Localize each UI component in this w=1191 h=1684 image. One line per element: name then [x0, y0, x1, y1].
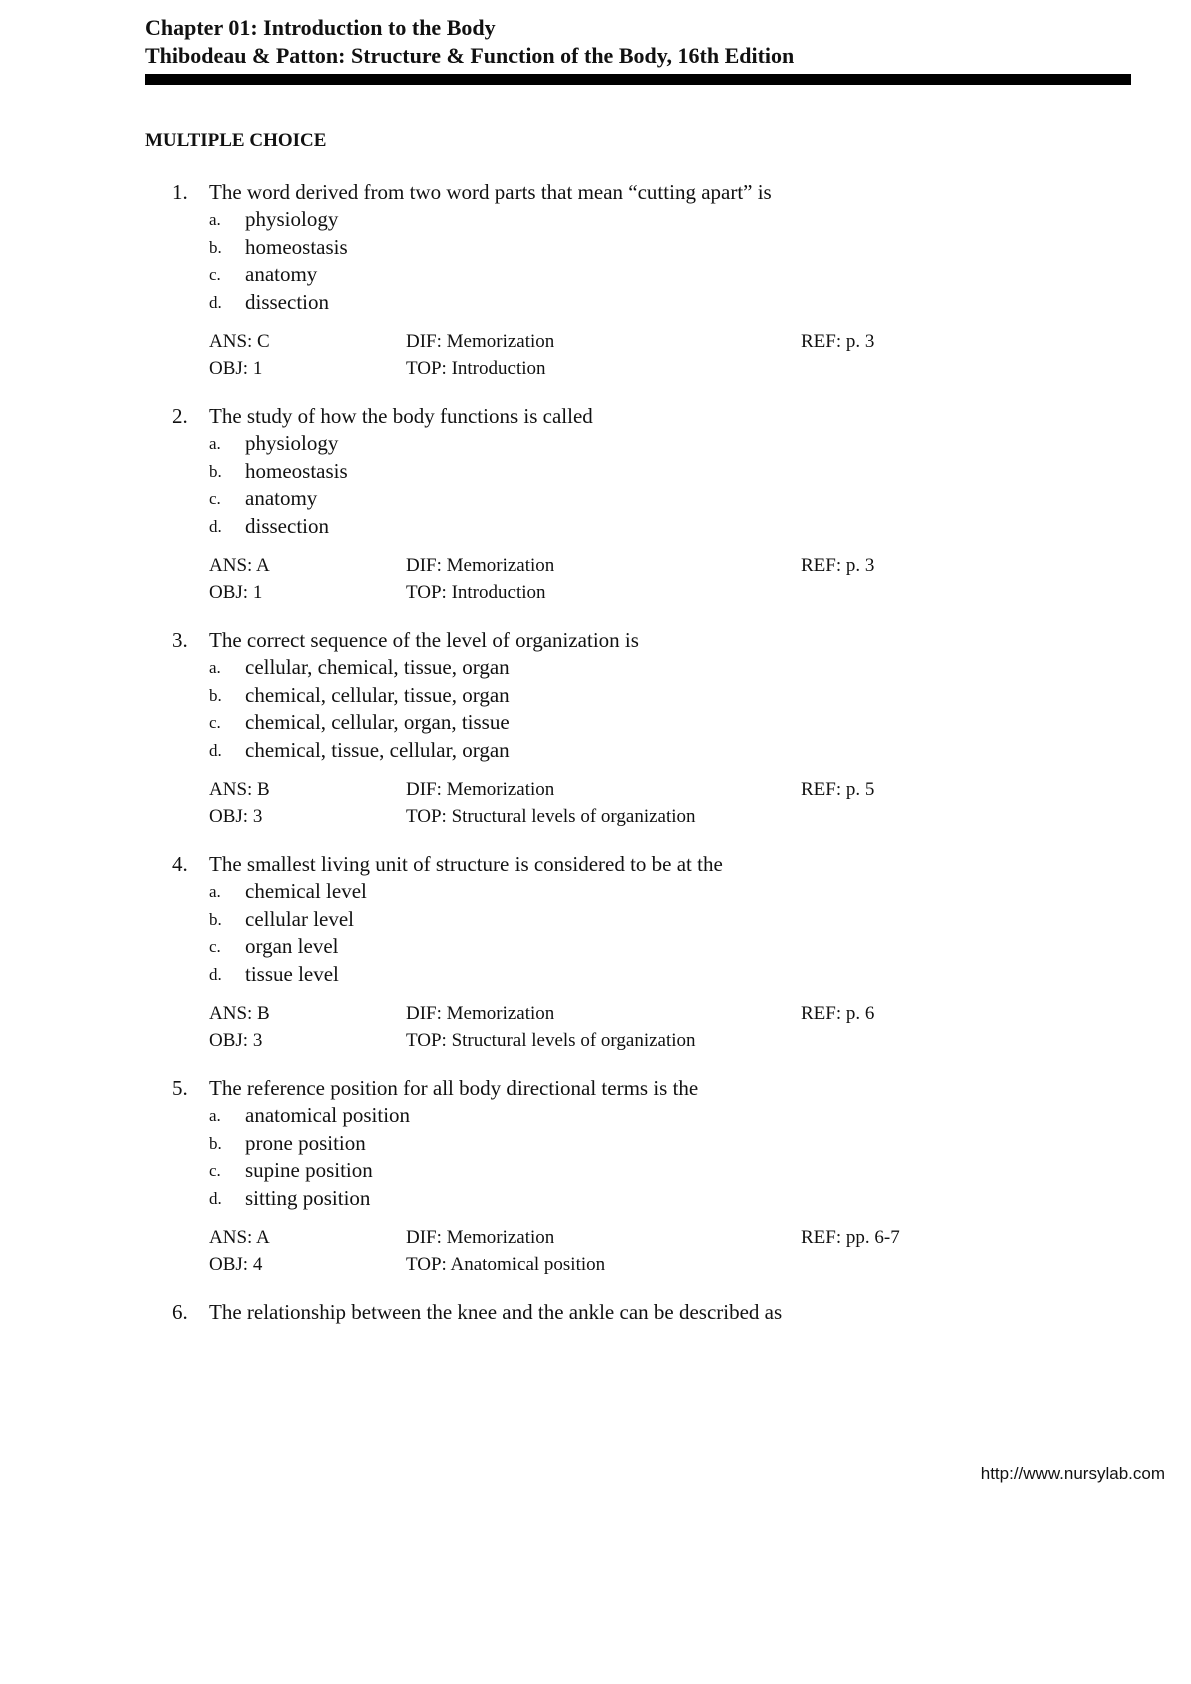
choice-list — [0, 206, 1191, 316]
difficulty: DIF: Memorization — [406, 555, 555, 576]
choice-letter: a. — [209, 210, 221, 229]
choice — [0, 1102, 1191, 1130]
choice — [0, 261, 1191, 289]
choice-text: anatomical position — [245, 1103, 411, 1127]
choice-letter: d. — [209, 516, 222, 536]
answer-key: ANS: B — [209, 779, 270, 800]
topic: TOP: Anatomical position — [406, 1254, 606, 1275]
page-header — [145, 14, 1130, 70]
question — [0, 1298, 1191, 1326]
answer-key: ANS: A — [209, 555, 270, 576]
metadata-row — [0, 776, 1191, 803]
choice-text: cellular level — [245, 906, 355, 931]
question-stem-row — [0, 850, 1191, 878]
choice-letter: b. — [209, 237, 222, 257]
page-reference: REF: p. 3 — [801, 331, 875, 352]
metadata-row — [0, 355, 1191, 382]
metadata-row — [0, 1027, 1191, 1054]
choice — [0, 878, 1191, 906]
choice-list — [0, 654, 1191, 764]
question-number: 6. — [172, 1300, 188, 1324]
choice-text: chemical, cellular, tissue, organ — [245, 682, 510, 707]
question — [0, 850, 1191, 1054]
page-reference: REF: pp. 6-7 — [801, 1227, 900, 1248]
choice-text: anatomy — [245, 486, 318, 510]
choice — [0, 234, 1191, 262]
choice-text: prone position — [245, 1130, 366, 1155]
topic: TOP: Structural levels of organization — [406, 1030, 696, 1051]
choice-letter: c. — [209, 1161, 221, 1180]
choice-letter: d. — [209, 1188, 222, 1208]
objective: OBJ: 4 — [209, 1254, 263, 1275]
choice — [0, 513, 1191, 541]
choice-text: homeostasis — [245, 234, 348, 259]
choice — [0, 485, 1191, 513]
metadata-row — [0, 1251, 1191, 1278]
objective: OBJ: 1 — [209, 582, 263, 603]
choice — [0, 1157, 1191, 1185]
book-title: Thibodeau & Patton: Structure & Function of the Body, 16th Edition — [145, 43, 795, 68]
choice-text: chemical, tissue, cellular, organ — [245, 737, 510, 762]
choice-text: organ level — [245, 934, 339, 958]
choice — [0, 654, 1191, 682]
question-number: 2. — [172, 404, 188, 428]
choice-text: tissue level — [245, 961, 339, 986]
answer-metadata — [0, 328, 1191, 382]
objective: OBJ: 1 — [209, 358, 263, 379]
metadata-row — [0, 552, 1191, 579]
metadata-row — [0, 1224, 1191, 1251]
answer-metadata — [0, 1224, 1191, 1278]
question-text: The word derived from two word parts that mean “cutting apart” is — [209, 180, 772, 204]
choice — [0, 933, 1191, 961]
question-text: The study of how the body functions is called — [209, 404, 593, 428]
choice-text: cellular, chemical, tissue, organ — [245, 655, 510, 679]
choice-text: physiology — [245, 207, 339, 231]
question-stem-row — [0, 1074, 1191, 1102]
question-text: The smallest living unit of structure is considered to be at the — [209, 852, 723, 876]
question-text: The reference position for all body directional terms is the — [209, 1076, 699, 1100]
question-number: 1. — [172, 180, 188, 204]
choice-letter: c. — [209, 713, 221, 732]
choice-text: chemical, cellular, organ, tissue — [245, 710, 510, 734]
metadata-row — [0, 1000, 1191, 1027]
question-text: The correct sequence of the level of organization is — [209, 628, 639, 652]
page-reference: REF: p. 3 — [801, 555, 875, 576]
page-reference: REF: p. 6 — [801, 1003, 875, 1024]
question-list — [0, 178, 1191, 1346]
answer-metadata — [0, 1000, 1191, 1054]
metadata-row — [0, 328, 1191, 355]
choice-list — [0, 430, 1191, 540]
choice — [0, 1130, 1191, 1158]
choice-letter: b. — [209, 461, 222, 481]
question-number: 5. — [172, 1076, 188, 1100]
choice-text: anatomy — [245, 262, 318, 286]
choice-letter: b. — [209, 909, 222, 929]
choice-letter: c. — [209, 265, 221, 284]
choice — [0, 682, 1191, 710]
choice-letter: b. — [209, 1133, 222, 1153]
metadata-row — [0, 803, 1191, 830]
choice-letter: d. — [209, 964, 222, 984]
answer-key: ANS: A — [209, 1227, 270, 1248]
difficulty: DIF: Memorization — [406, 1003, 555, 1024]
question — [0, 402, 1191, 606]
question-stem-row — [0, 178, 1191, 206]
question — [0, 626, 1191, 830]
choice-letter: a. — [209, 1106, 221, 1125]
choice-list — [0, 1102, 1191, 1212]
question-number: 4. — [172, 852, 188, 876]
question-stem-row — [0, 1298, 1191, 1326]
chapter-title: Chapter 01: Introduction to the Body — [145, 15, 496, 40]
difficulty: DIF: Memorization — [406, 1227, 555, 1248]
objective: OBJ: 3 — [209, 1030, 263, 1051]
metadata-row — [0, 579, 1191, 606]
choice-list — [0, 878, 1191, 988]
topic: TOP: Introduction — [406, 582, 546, 603]
choice-letter: a. — [209, 658, 221, 677]
question — [0, 178, 1191, 382]
question-stem-row — [0, 626, 1191, 654]
choice — [0, 709, 1191, 737]
choice-letter: c. — [209, 489, 221, 508]
header-rule — [145, 74, 1131, 85]
question-stem-row — [0, 402, 1191, 430]
footer-url[interactable]: http://www.nursylab.com — [980, 1464, 1165, 1483]
choice-text: dissection — [245, 289, 329, 314]
objective: OBJ: 3 — [209, 806, 263, 827]
choice-letter: a. — [209, 434, 221, 453]
question-text: The relationship between the knee and the ankle can be described as — [209, 1300, 783, 1324]
choice-letter: d. — [209, 740, 222, 760]
choice-letter: b. — [209, 685, 222, 705]
difficulty: DIF: Memorization — [406, 331, 555, 352]
question-number: 3. — [172, 628, 188, 652]
page-reference: REF: p. 5 — [801, 779, 875, 800]
choice — [0, 289, 1191, 317]
answer-key: ANS: C — [209, 331, 270, 352]
answer-metadata — [0, 776, 1191, 830]
answer-metadata — [0, 552, 1191, 606]
choice-text: supine position — [245, 1158, 373, 1182]
choice — [0, 1185, 1191, 1213]
choice — [0, 961, 1191, 989]
choice — [0, 906, 1191, 934]
question — [0, 1074, 1191, 1278]
answer-key: ANS: B — [209, 1003, 270, 1024]
choice — [0, 430, 1191, 458]
choice-letter: d. — [209, 292, 222, 312]
topic: TOP: Structural levels of organization — [406, 806, 696, 827]
choice-text: homeostasis — [245, 458, 348, 483]
choice-letter: a. — [209, 882, 221, 901]
choice — [0, 737, 1191, 765]
choice-text: dissection — [245, 513, 329, 538]
choice-text: chemical level — [245, 879, 367, 903]
choice-text: physiology — [245, 431, 339, 455]
section-title: MULTIPLE CHOICE — [145, 130, 327, 151]
choice-letter: c. — [209, 937, 221, 956]
choice — [0, 458, 1191, 486]
choice-text: sitting position — [245, 1185, 371, 1210]
choice — [0, 206, 1191, 234]
difficulty: DIF: Memorization — [406, 779, 555, 800]
topic: TOP: Introduction — [406, 358, 546, 379]
